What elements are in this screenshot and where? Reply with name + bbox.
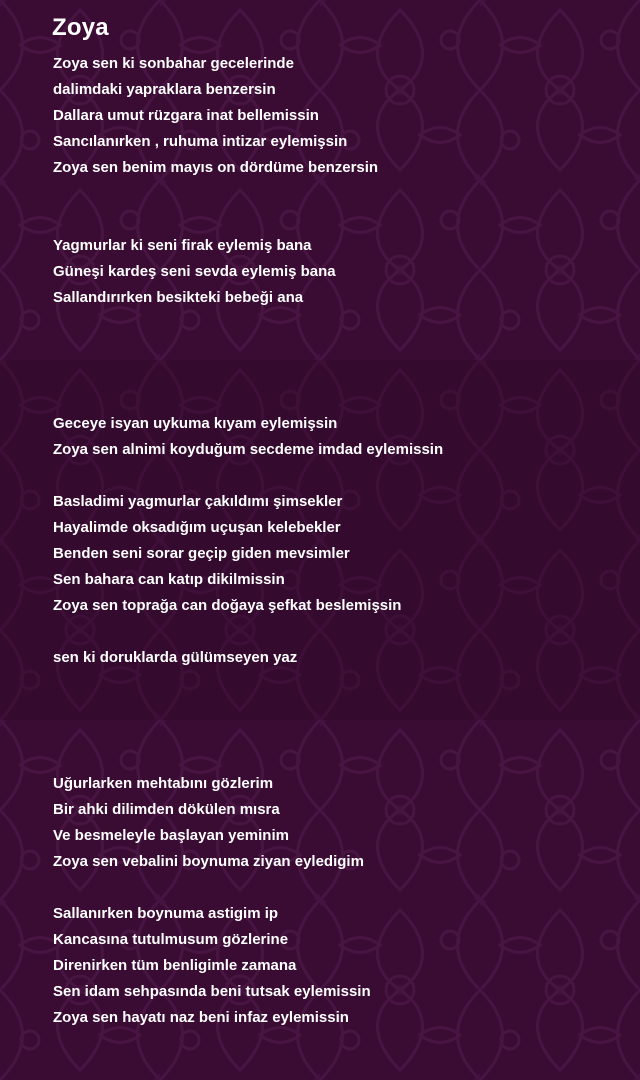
poem-line: Direnirken tüm benligimle zamana <box>53 957 297 974</box>
poem-line: Hayalimde oksadığım uçuşan kelebekler <box>53 519 341 536</box>
poem-line: Sallanırken boynuma astigim ip <box>53 905 279 922</box>
poem-line: dalimdaki yapraklara benzersin <box>53 81 276 98</box>
poem-line: Yagmurlar ki seni firak eylemiş bana <box>53 237 312 254</box>
poem-line: Zoya sen ki sonbahar gecelerinde <box>53 55 294 72</box>
poem-line: Zoya sen vebalini boynuma ziyan eyledigim <box>53 853 364 870</box>
poem-line: Dallara umut rüzgara inat bellemissin <box>53 107 319 124</box>
poem-line: Sancılanırken , ruhuma intizar eylemişsin <box>53 133 348 150</box>
poem-line: Ve besmeleyle başlayan yeminim <box>53 827 289 844</box>
poem-line: Zoya sen alnimi koyduğum secdeme imdad eylemissin <box>53 441 444 458</box>
poem-line: Zoya sen hayatı naz beni infaz eylemissin <box>53 1009 349 1026</box>
poem-line: Zoya sen toprağa can doğaya şefkat beslemişsin <box>53 597 402 614</box>
poem-line: Güneşi kardeş seni sevda eylemiş bana <box>53 263 336 280</box>
poem-line: Kancasına tutulmusum gözlerine <box>53 931 289 948</box>
poem-line: Sen idam sehpasında beni tutsak eylemissin <box>53 983 371 1000</box>
poem-title: Zoya <box>52 14 109 41</box>
poem-line: Sallandırırken besikteki bebeği ana <box>53 289 304 306</box>
poem-line: Benden seni sorar geçip giden mevsimler <box>53 545 350 562</box>
poem-line: Zoya sen benim mayıs on dördüme benzersin <box>53 159 379 176</box>
poem-line: Bir ahki dilimden dökülen mısra <box>53 801 280 818</box>
poem-line: Uğurlarken mehtabını gözlerim <box>53 775 274 792</box>
poem-line: Sen bahara can katıp dikilmissin <box>53 571 285 588</box>
poem-line: Basladimi yagmurlar çakıldımı şimsekler <box>53 493 343 510</box>
poem-line: sen ki doruklarda gülümseyen yaz <box>53 649 298 666</box>
poem-line: Geceye isyan uykuma kıyam eylemişsin <box>53 415 338 432</box>
